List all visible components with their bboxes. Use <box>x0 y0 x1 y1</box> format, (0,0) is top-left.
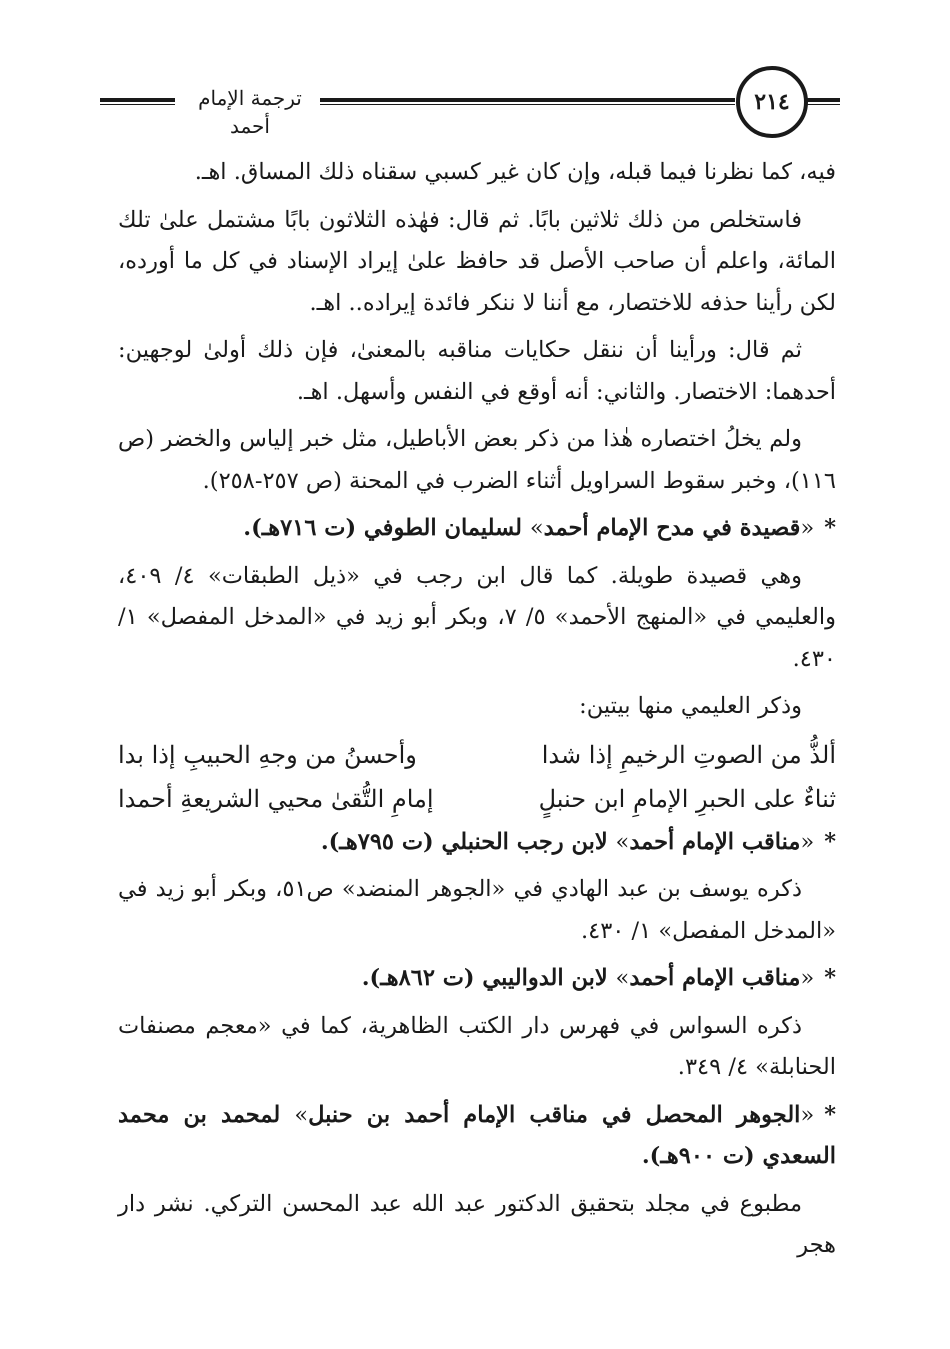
entry-description: ذكره السواس في فهرس دار الكتب الظاهرية، كما في «معجم مصنفات الحنابلة» ٤/ ٣٤٩. <box>118 1012 836 1080</box>
running-header <box>100 62 840 142</box>
paragraph: فاستخلص من ذلك ثلاثين بابًا. ثم قال: فهٰذه الثلاثون بابًا مشتمل علىٰ تلك المائة، واعلم أن صاحب الأصل قد حافظ علىٰ إيراد الإسناد في كل ما أورده، لكن رأينا حذفه للاختصار، مع أننا لا ننكر فائدة إيراده.. اهـ. <box>118 206 836 316</box>
paragraph: ولم يخلُ اختصاره هٰذا من ذكر بعض الأباطيل، مثل خبر إلياس والخضر (ص ١١٦)، وخبر سقوط السراويل أثناء الضرب في المحنة (ص ٢٥٧-٢٥٨). <box>118 426 836 494</box>
entry-author: لمحمد بن محمد السعدي (ت ٩٠٠هـ). <box>118 1101 836 1169</box>
entry-author: لابن الدواليبي (ت ٨٦٢هـ). <box>361 965 616 991</box>
quote-close: » <box>615 965 630 991</box>
star-marker: * <box>824 1101 836 1128</box>
paragraph: ثم قال: ورأينا أن ننقل حكايات مناقبه بالمعنىٰ، فإن ذلك أولىٰ لوجهين: أحدهما: الاختصار. والثاني: أنه أوقع في النفس وأسهل. اهـ. <box>118 337 836 405</box>
page-number-badge <box>736 66 808 138</box>
quote-open: « <box>800 1101 815 1128</box>
poem-hemistich: إمامِ التُّقىٰ محيي الشريعةِ أحمدا <box>118 784 434 813</box>
entry-description: وذكر العليمي منها بيتين: <box>579 693 802 719</box>
entry-title: مناقب الإمام أحمد <box>629 828 801 855</box>
star-marker: * <box>824 515 836 541</box>
body-text <box>118 150 836 1273</box>
quote-open: « <box>800 828 815 855</box>
poem-line <box>118 778 836 820</box>
quote-close: » <box>294 1101 309 1128</box>
header-rule-right <box>805 98 840 105</box>
paragraph: فيه، كما نظرنا فيما قبله، وإن كان غير كسبي سقناه ذلك المساق. اهـ. <box>194 159 836 185</box>
poem-hemistich: ثناءٌ على الحبرِ الإمامِ ابن حنبلٍ <box>538 784 836 813</box>
entry-author: لابن رجب الحنبلي (ت ٧٩٥هـ). <box>320 828 616 855</box>
running-title: ترجمة الإمام أحمد <box>198 86 302 138</box>
entry-description: ذكره يوسف بن عبد الهادي في «الجوهر المنضد» ص٥١، وبكر أبو زيد في «المدخل المفصل» ١/ ٤٣٠. <box>118 876 836 944</box>
entry-description: وهي قصيدة طويلة. كما قال ابن رجب في «ذيل الطبقات» ٤/ ٤٠٩، والعليمي في «المنهج الأحمد» ٥/ ٧، وبكر أبو زيد في «المدخل المفصل» ١/ ٤٣٠. <box>118 562 836 672</box>
entry-heading <box>118 958 836 1000</box>
entry-description: مطبوع في مجلد بتحقيق الدكتور عبد الله عبد المحسن التركي. نشر دار هجر <box>118 1190 836 1258</box>
entry-heading <box>118 508 836 550</box>
header-rule-middle <box>320 98 735 105</box>
entry-title: مناقب الإمام أحمد <box>629 965 801 991</box>
poem-hemistich: ألذُّ من الصوتِ الرخيمِ إذا شدا <box>541 740 836 769</box>
quote-close: » <box>615 828 630 855</box>
star-marker: * <box>824 965 836 991</box>
entry-title: الجوهر المحصل في مناقب الإمام أحمد بن حنبل <box>308 1101 801 1128</box>
entry-author: لسليمان الطوفي (ت ٧١٦هـ). <box>243 515 530 541</box>
entry-heading <box>118 1095 836 1178</box>
header-rule-left <box>100 98 175 105</box>
star-marker: * <box>824 828 836 855</box>
quote-open: « <box>800 965 815 991</box>
quote-close: » <box>529 515 544 541</box>
entry-heading <box>118 822 836 864</box>
page-number: ٢١٤ <box>754 89 790 115</box>
quote-open: « <box>800 515 815 541</box>
poem-hemistich: وأحسنُ من وجهِ الحبيبِ إذا بدا <box>118 740 417 769</box>
entry-title: قصيدة في مدح الإمام أحمد <box>543 515 801 541</box>
poem-line <box>118 734 836 776</box>
